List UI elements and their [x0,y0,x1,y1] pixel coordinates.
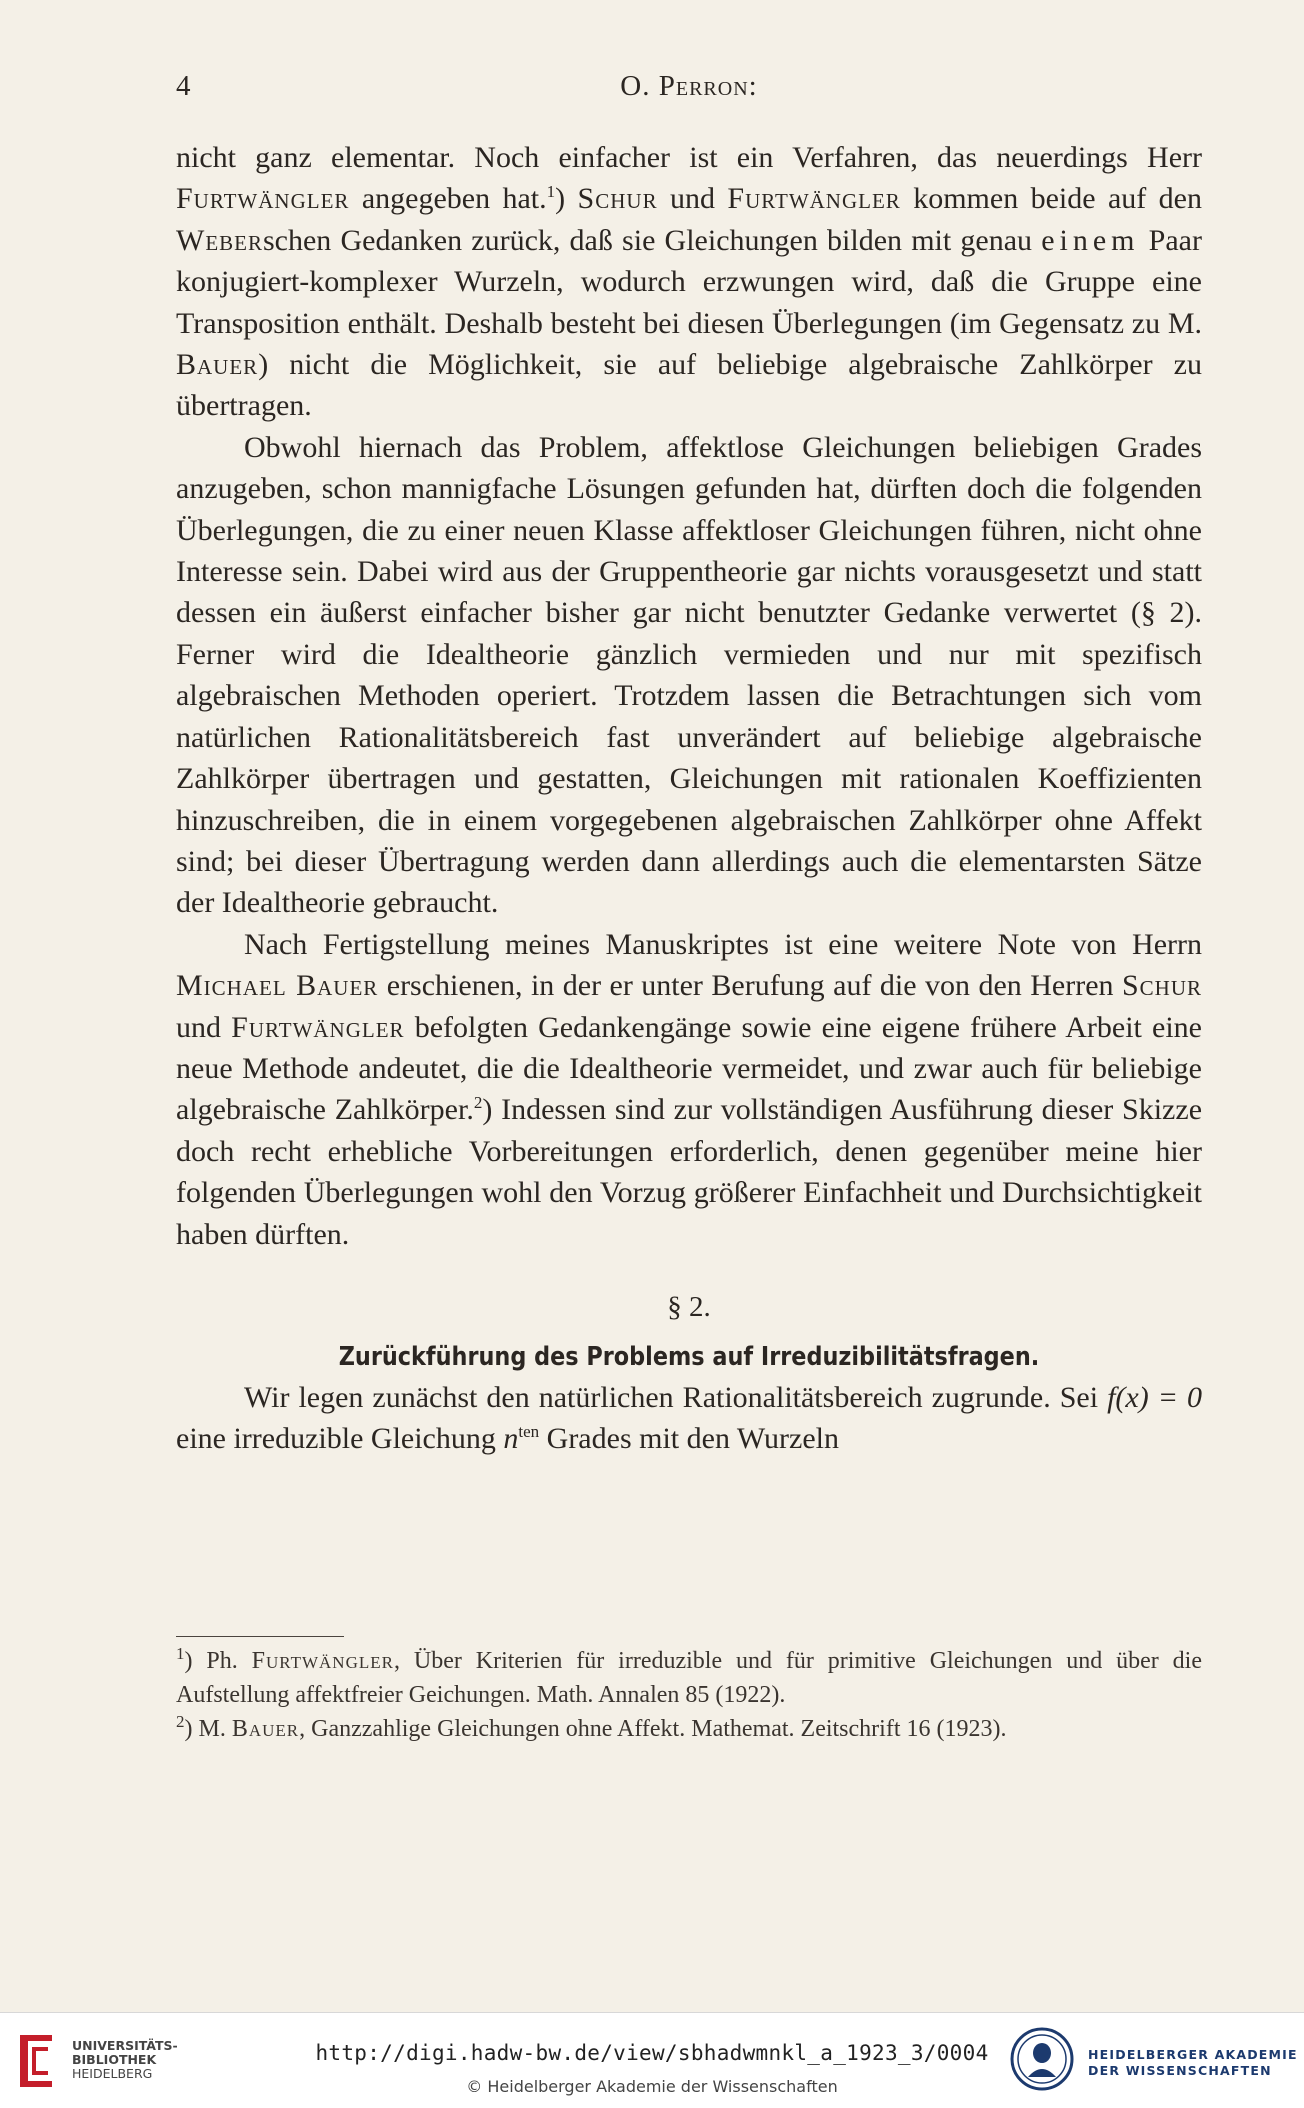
text-run: ) Ph. [184,1648,252,1674]
text-run: ) [555,182,578,216]
viewer-footer [0,2012,1304,2108]
academy-seal-logo-icon[interactable] [1010,2027,1074,2091]
academy-line-2: DER WISSENSCHAFTEN [1088,2063,1272,2078]
paragraph-3 [176,924,1202,1255]
footnotes [176,1644,1202,1746]
paragraph-2: Obwohl hiernach das Problem, affektlose Gleichungen beliebigen Grades anzugeben, schon mannigfache Lösungen gefunden hat, dürften doch die folgenden Überlegungen, die zu einer neuen Klasse affektloser Gleichungen führen, nicht ohne Interesse sein. Dabei wird aus der Gruppentheorie gar nichts vorausgesetzt und statt dessen ein äußerst einfacher bisher gar nicht benutzter Gedanke verwertet (§ 2). Ferner wird die Idealtheorie gänzlich vermieden und nur mit spezifisch algebraischen Methoden operiert. Trotzdem lassen die Betrachtungen sich vom natürlichen Rationalitätsbereich fast unverändert auf beliebige algebraische Zahlkörper übertragen und gestatten, Gleichungen mit rationalen Koeffizienten hinzuschreiben, die in einem vorgegebenen algebraischen Zahlkörper ohne Affekt sind; bei dieser Übertragung werden dann allerdings auch die elementarsten Sätze der Idealtheorie gebraucht. [176,430,1202,920]
text-run: befolgten Gedankengänge sowie eine eigene frühere Arbeit eine neue Methode andeutet, die die Idealtheorie vermeidet, und zwar auch für beliebige algebraische Zahlkörper. [176,1010,1202,1127]
academy-name [1088,2047,1298,2079]
text-run: eine irreduzible Gleichung [176,1422,504,1456]
library-line-1: UNIVERSITÄTS- [72,2038,178,2053]
footnote-rule [176,1636,344,1637]
text-run: Nach Fertigstellung meines Manuskriptes ist eine weitere Note von Herrn [244,927,1202,961]
author-name: Bauer [176,348,259,382]
copyright-notice: © Heidelberger Akademie der Wissenschaften [466,2077,838,2096]
author-name: Schur [1121,969,1202,1003]
text-run: , Über Kriterien für irreduzible und für primitive Gleichungen und über die Aufstellung affektfreier Geichungen. Math. Annalen 85 (1922). [176,1648,1203,1708]
page-number: 4 [176,70,191,102]
footnote-1 [176,1644,1202,1712]
text-run: kommen beide auf den [900,182,1202,216]
math-variable: n [503,1422,519,1456]
page-header [176,70,1202,114]
footnote-ref: 2 [473,1093,483,1113]
text-run: angegeben hat. [349,182,547,216]
author-name: Furtwängler [251,1648,394,1674]
text-run: Grades mit den Wurzeln [539,1422,839,1456]
author-name: Michael Bauer [176,969,379,1003]
text-run: , Ganzzahlige Gleichungen ohne Affekt. Mathemat. Zeitschrift 16 (1923). [299,1716,1007,1742]
footnote-mark: 1 [176,1644,185,1663]
text-run: erschienen, in der er unter Berufung auf die von den Herren [378,969,1122,1003]
library-line-2: BIBLIOTHEK [72,2052,157,2067]
text-run: ) M. [184,1716,232,1742]
author-name: Schur [577,182,658,216]
author-name: Bauer [231,1716,300,1742]
superscript: ten [518,1422,540,1442]
academy-line-1: HEIDELBERGER AKADEMIE [1088,2047,1298,2062]
text-run: Paar konjugiert-komplexer Wurzeln, wodurch erzwungen wird, daß die Gruppe eine Transposition enthält. Deshalb besteht bei diesen Überlegungen (im Gegensatz zu M. [176,223,1202,340]
text-run: Wir legen zunächst den natürlichen Rationalitätsbereich zugrunde. Sei [244,1380,1108,1414]
text-run: und [176,1010,232,1044]
math-expression: f(x) = 0 [1107,1380,1202,1414]
author-name: Furtwängler [231,1010,405,1044]
body-text [176,137,1202,1460]
text-run: schen Gedanken zurück, daß sie Gleichungen bilden mit genau [262,223,1042,257]
permalink-url[interactable]: http://digi.hadw-bw.de/view/sbhadwmnkl_a_1923_3/0004 [315,2041,989,2065]
paragraph-4 [176,1377,1202,1460]
section-title: Zurückführung des Problems auf Irreduzibilitätsfragen. [338,1341,1040,1372]
author-name: Furtwängler [176,182,350,216]
text-run: nicht ganz elementar. Noch einfacher ist ein Verfahren, das neuerdings Herr [176,141,1202,174]
library-line-3: HEIDELBERG [72,2066,153,2081]
spaced-emphasis: einem [1041,223,1140,257]
paragraph-1 [176,137,1202,427]
author-name: Weber [176,223,263,257]
author-name: Furtwängler [727,182,901,216]
text-run: ) nicht die Möglichkeit, sie auf beliebige algebraische Zahlkörper zu übertragen. [176,348,1202,423]
section-number: § 2. [667,1290,711,1323]
footnote-mark: 2 [176,1712,185,1731]
footnote-2 [176,1712,1202,1746]
footnote-ref: 1 [546,182,556,202]
running-head: O. Perron: [620,70,758,102]
text-run: und [657,182,728,216]
text-run: ) Indessen sind zur vollständigen Ausführung dieser Skizze doch recht erhebliche Vorbereitungen erforderlich, denen gegenüber meine hier folgenden Überlegungen wohl den Vorzug größerer Einfachheit und Durchsichtigkeit haben dürften. [176,1093,1203,1251]
